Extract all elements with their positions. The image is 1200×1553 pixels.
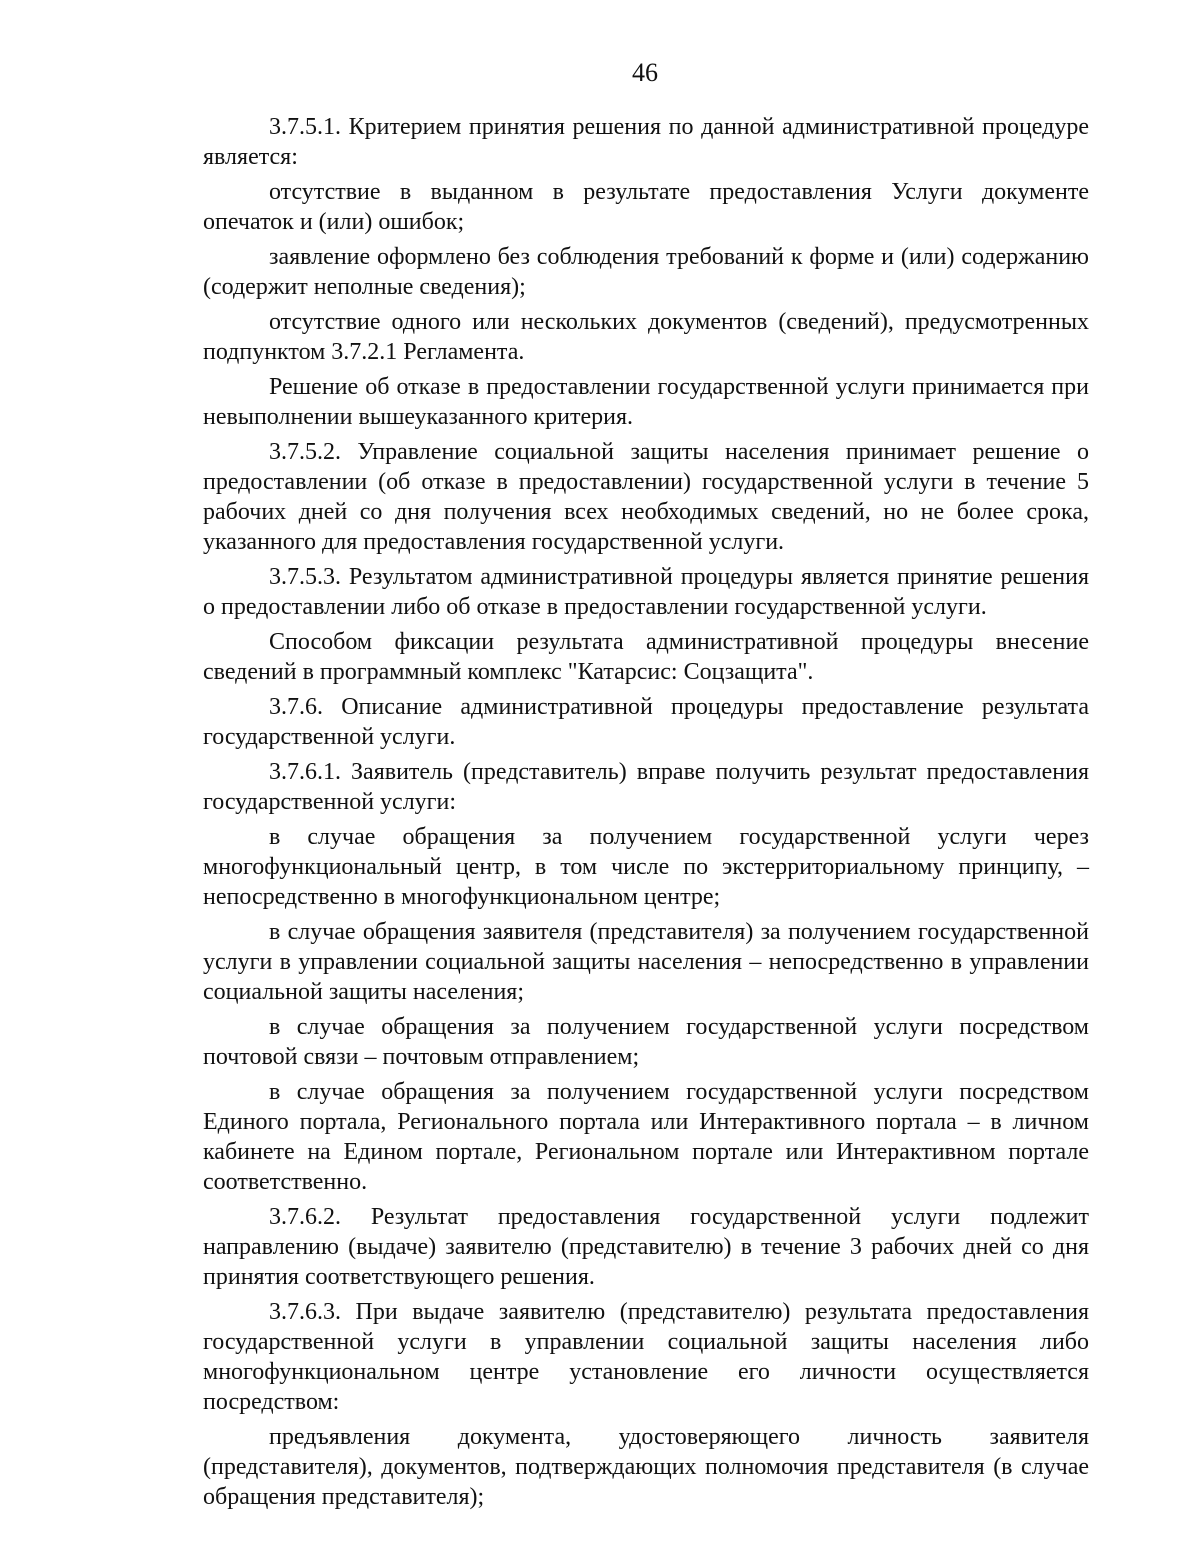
paragraph-3-7-6: 3.7.6. Описание административной процедуры предоставление результата государственной услуги.	[203, 694, 1089, 750]
paragraph-3-7-6-3: 3.7.6.3. При выдаче заявителю (представителю) результата предоставления государственной услуги в управлении социальной защиты населения либо многофункциональном центре установление его личности осуществляется посредством:	[203, 1299, 1089, 1415]
paragraph-criterion-form: заявление оформлено без соблюдения требований к форме и (или) содержанию (содержит неполные сведения);	[203, 244, 1089, 300]
paragraph-3-7-5-2: 3.7.5.2. Управление социальной защиты населения принимает решение о предоставлении (об отказе в предоставлении) государственной услуги в течение 5 рабочих дней со дня получения всех необходимых сведений, но не более срока, указанного для предоставления государственной услуги.	[203, 439, 1089, 555]
paragraph-office-delivery: в случае обращения заявителя (представителя) за получением государственной услуги в управлении социальной защиты населения – непосредственно в управлении социальной защиты населения;	[203, 919, 1089, 1005]
paragraph-postal-delivery: в случае обращения за получением государственной услуги посредством почтовой связи – почтовым отправлением;	[203, 1014, 1089, 1070]
paragraph-3-7-6-2: 3.7.6.2. Результат предоставления государственной услуги подлежит направлению (выдаче) заявителю (представителю) в течение 3 рабочих дней со дня принятия соответствующего решения.	[203, 1204, 1089, 1290]
paragraph-identity-documents: предъявления документа, удостоверяющего личность заявителя (представителя), документов, подтверждающих полномочия представителя (в случае обращения представителя);	[203, 1424, 1089, 1510]
paragraph-criterion-typos: отсутствие в выданном в результате предоставления Услуги документе опечаток и (или) ошибок;	[203, 179, 1089, 235]
paragraph-fixation-method: Способом фиксации результата административной процедуры внесение сведений в программный комплекс "Катарсис: Соцзащита".	[203, 629, 1089, 685]
paragraph-refusal-decision: Решение об отказе в предоставлении государственной услуги принимается при невыполнении вышеуказанного критерия.	[203, 374, 1089, 430]
paragraph-criterion-documents: отсутствие одного или нескольких документов (сведений), предусмотренных подпунктом 3.7.2.1 Регламента.	[203, 309, 1089, 365]
document-body	[203, 112, 1089, 1517]
paragraph-mfc-delivery: в случае обращения за получением государственной услуги через многофункциональный центр, в том числе по экстерриториальному принципу, – непосредственно в многофункциональном центре;	[203, 824, 1089, 910]
paragraph-3-7-5-1: 3.7.5.1. Критерием принятия решения по данной административной процедуре является:	[203, 114, 1089, 170]
paragraph-portal-delivery: в случае обращения за получением государственной услуги посредством Единого портала, Регионального портала или Интерактивного портала – в личном кабинете на Едином портале, Региональном портале или Интерактивном портале соответственно.	[203, 1079, 1089, 1195]
paragraph-3-7-5-3: 3.7.5.3. Результатом административной процедуры является принятие решения о предоставлении либо об отказе в предоставлении государственной услуги.	[203, 564, 1089, 620]
paragraph-3-7-6-1: 3.7.6.1. Заявитель (представитель) вправе получить результат предоставления государственной услуги:	[203, 759, 1089, 815]
page-number: 46	[632, 58, 658, 87]
